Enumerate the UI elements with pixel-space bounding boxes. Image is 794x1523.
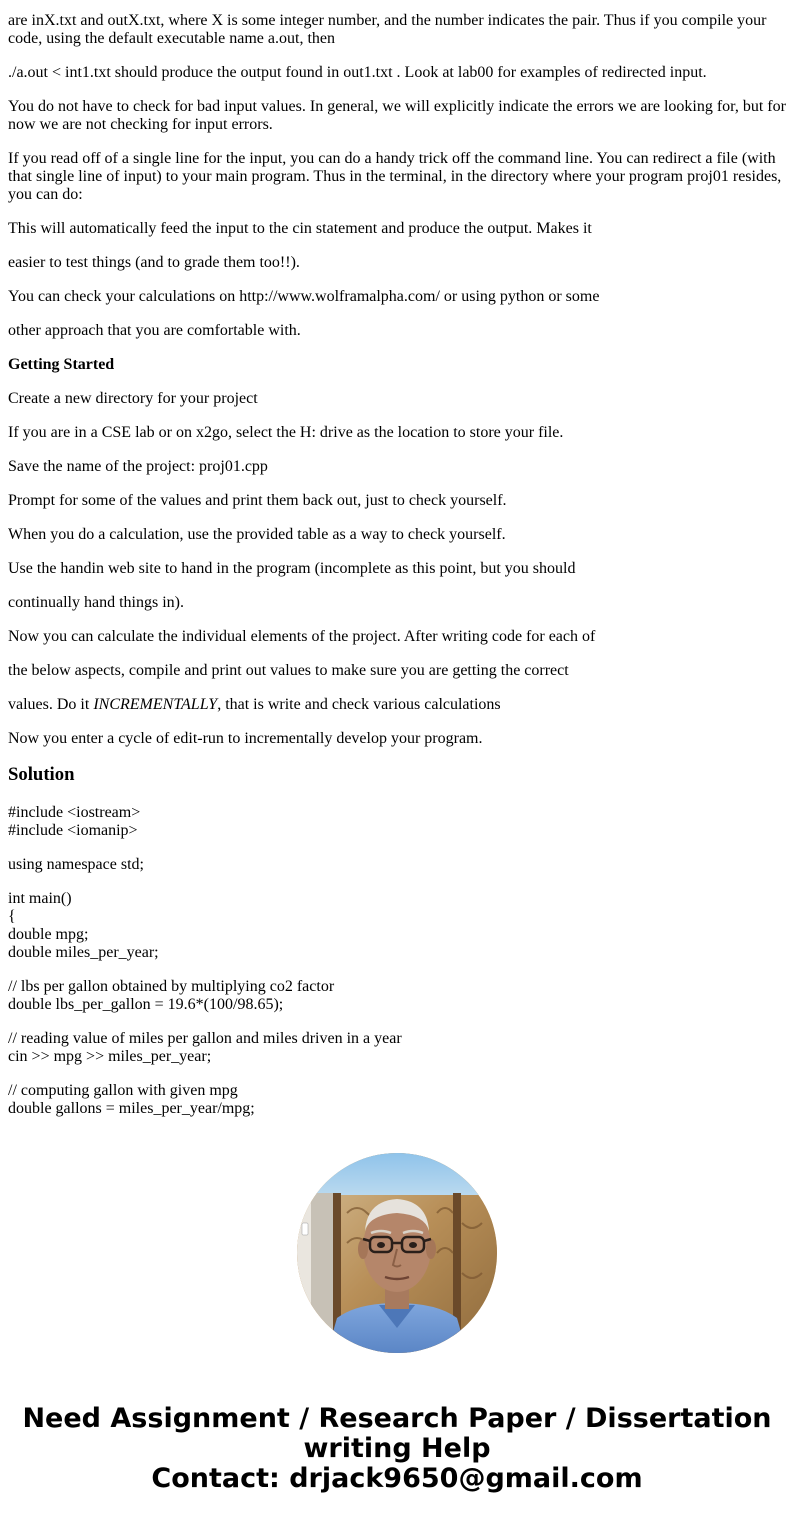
code-read-input: // reading value of miles per gallon and miles driven in a year cin >> mpg >> miles_per_year;	[8, 1030, 402, 1065]
redirect-example-paragraph: ./a.out < int1.txt should produce the output found in out1.txt . Look at lab00 for examples of redirected input.	[8, 64, 707, 81]
code-lbs-per-gallon: // lbs per gallon obtained by multiplying co2 factor double lbs_per_gallon = 19.6*(100/98.65);	[8, 978, 335, 1013]
code-compute-gallons: // computing gallon with given mpg double gallons = miles_per_year/mpg;	[8, 1082, 255, 1117]
edit-run-paragraph: Now you enter a cycle of edit-run to incrementally develop your program.	[8, 730, 483, 747]
step-handin: Use the handin web site to hand in the program (incomplete as this point, but you should	[8, 560, 576, 577]
bad-input-paragraph: You do not have to check for bad input values. In general, we will explicitly indicate the errors we are looking for, but for now we are not checking for input errors.	[8, 98, 786, 133]
step-prompt-values: Prompt for some of the values and print them back out, just to check yourself.	[8, 492, 507, 509]
banner-contact-line: Contact: drjack9650@gmail.com	[151, 1463, 643, 1494]
document-body	[8, 12, 788, 1134]
auto-feed-paragraph: This will automatically feed the input to the cin statement and produce the output. Makes it	[8, 220, 592, 237]
step-use-table: When you do a calculation, use the provided table as a way to check yourself.	[8, 526, 506, 543]
banner-line-1: Need Assignment / Research Paper / Dissertation	[22, 1403, 772, 1434]
check-calculations-paragraph: You can check your calculations on http://www.wolframalpha.com/ or using python or some	[8, 288, 600, 305]
incremental-after: , that is write and check various calculations	[217, 696, 501, 713]
step-calculate-elements: Now you can calculate the individual elements of the project. After writing code for each of	[8, 628, 596, 645]
solution-heading: Solution	[8, 764, 75, 785]
step-compile-print: the below aspects, compile and print out values to make sure you are getting the correct	[8, 662, 569, 679]
other-approach-paragraph: other approach that you are comfortable with.	[8, 322, 301, 339]
incremental-before: values. Do it	[8, 696, 94, 713]
step-create-directory: Create a new directory for your project	[8, 390, 258, 407]
banner-line-2: writing Help	[303, 1433, 491, 1464]
code-namespace: using namespace std;	[8, 856, 144, 873]
command-line-trick-paragraph: If you read off of a single line for the input, you can do a handy trick off the command line. You can redirect a file (with that single line of input) to your main program. Thus in the terminal, in the directory where your program proj01 resides, you can do:	[8, 150, 782, 203]
incremental-emphasis: INCREMENTALLY	[93, 696, 218, 713]
code-main-declarations: int main() { double mpg; double miles_per_year;	[8, 890, 159, 961]
intro-paragraph: are inX.txt and outX.txt, where X is some integer number, and the number indicates the pair. Thus if you compile your code, using the default executable name a.out, then	[8, 12, 767, 47]
getting-started-heading: Getting Started	[8, 356, 115, 373]
step-save-name: Save the name of the project: proj01.cpp	[8, 458, 268, 475]
assignment-help-banner	[0, 1404, 794, 1494]
avatar	[297, 1153, 497, 1353]
avatar-portrait-image	[297, 1153, 497, 1353]
step-select-drive: If you are in a CSE lab or on x2go, select the H: drive as the location to store your file.	[8, 424, 564, 441]
easier-test-paragraph: easier to test things (and to grade them too!!).	[8, 254, 300, 271]
step-handin-continued: continually hand things in).	[8, 594, 184, 611]
code-includes: #include <iostream> #include <iomanip>	[8, 804, 141, 839]
incremental-paragraph	[8, 696, 788, 714]
